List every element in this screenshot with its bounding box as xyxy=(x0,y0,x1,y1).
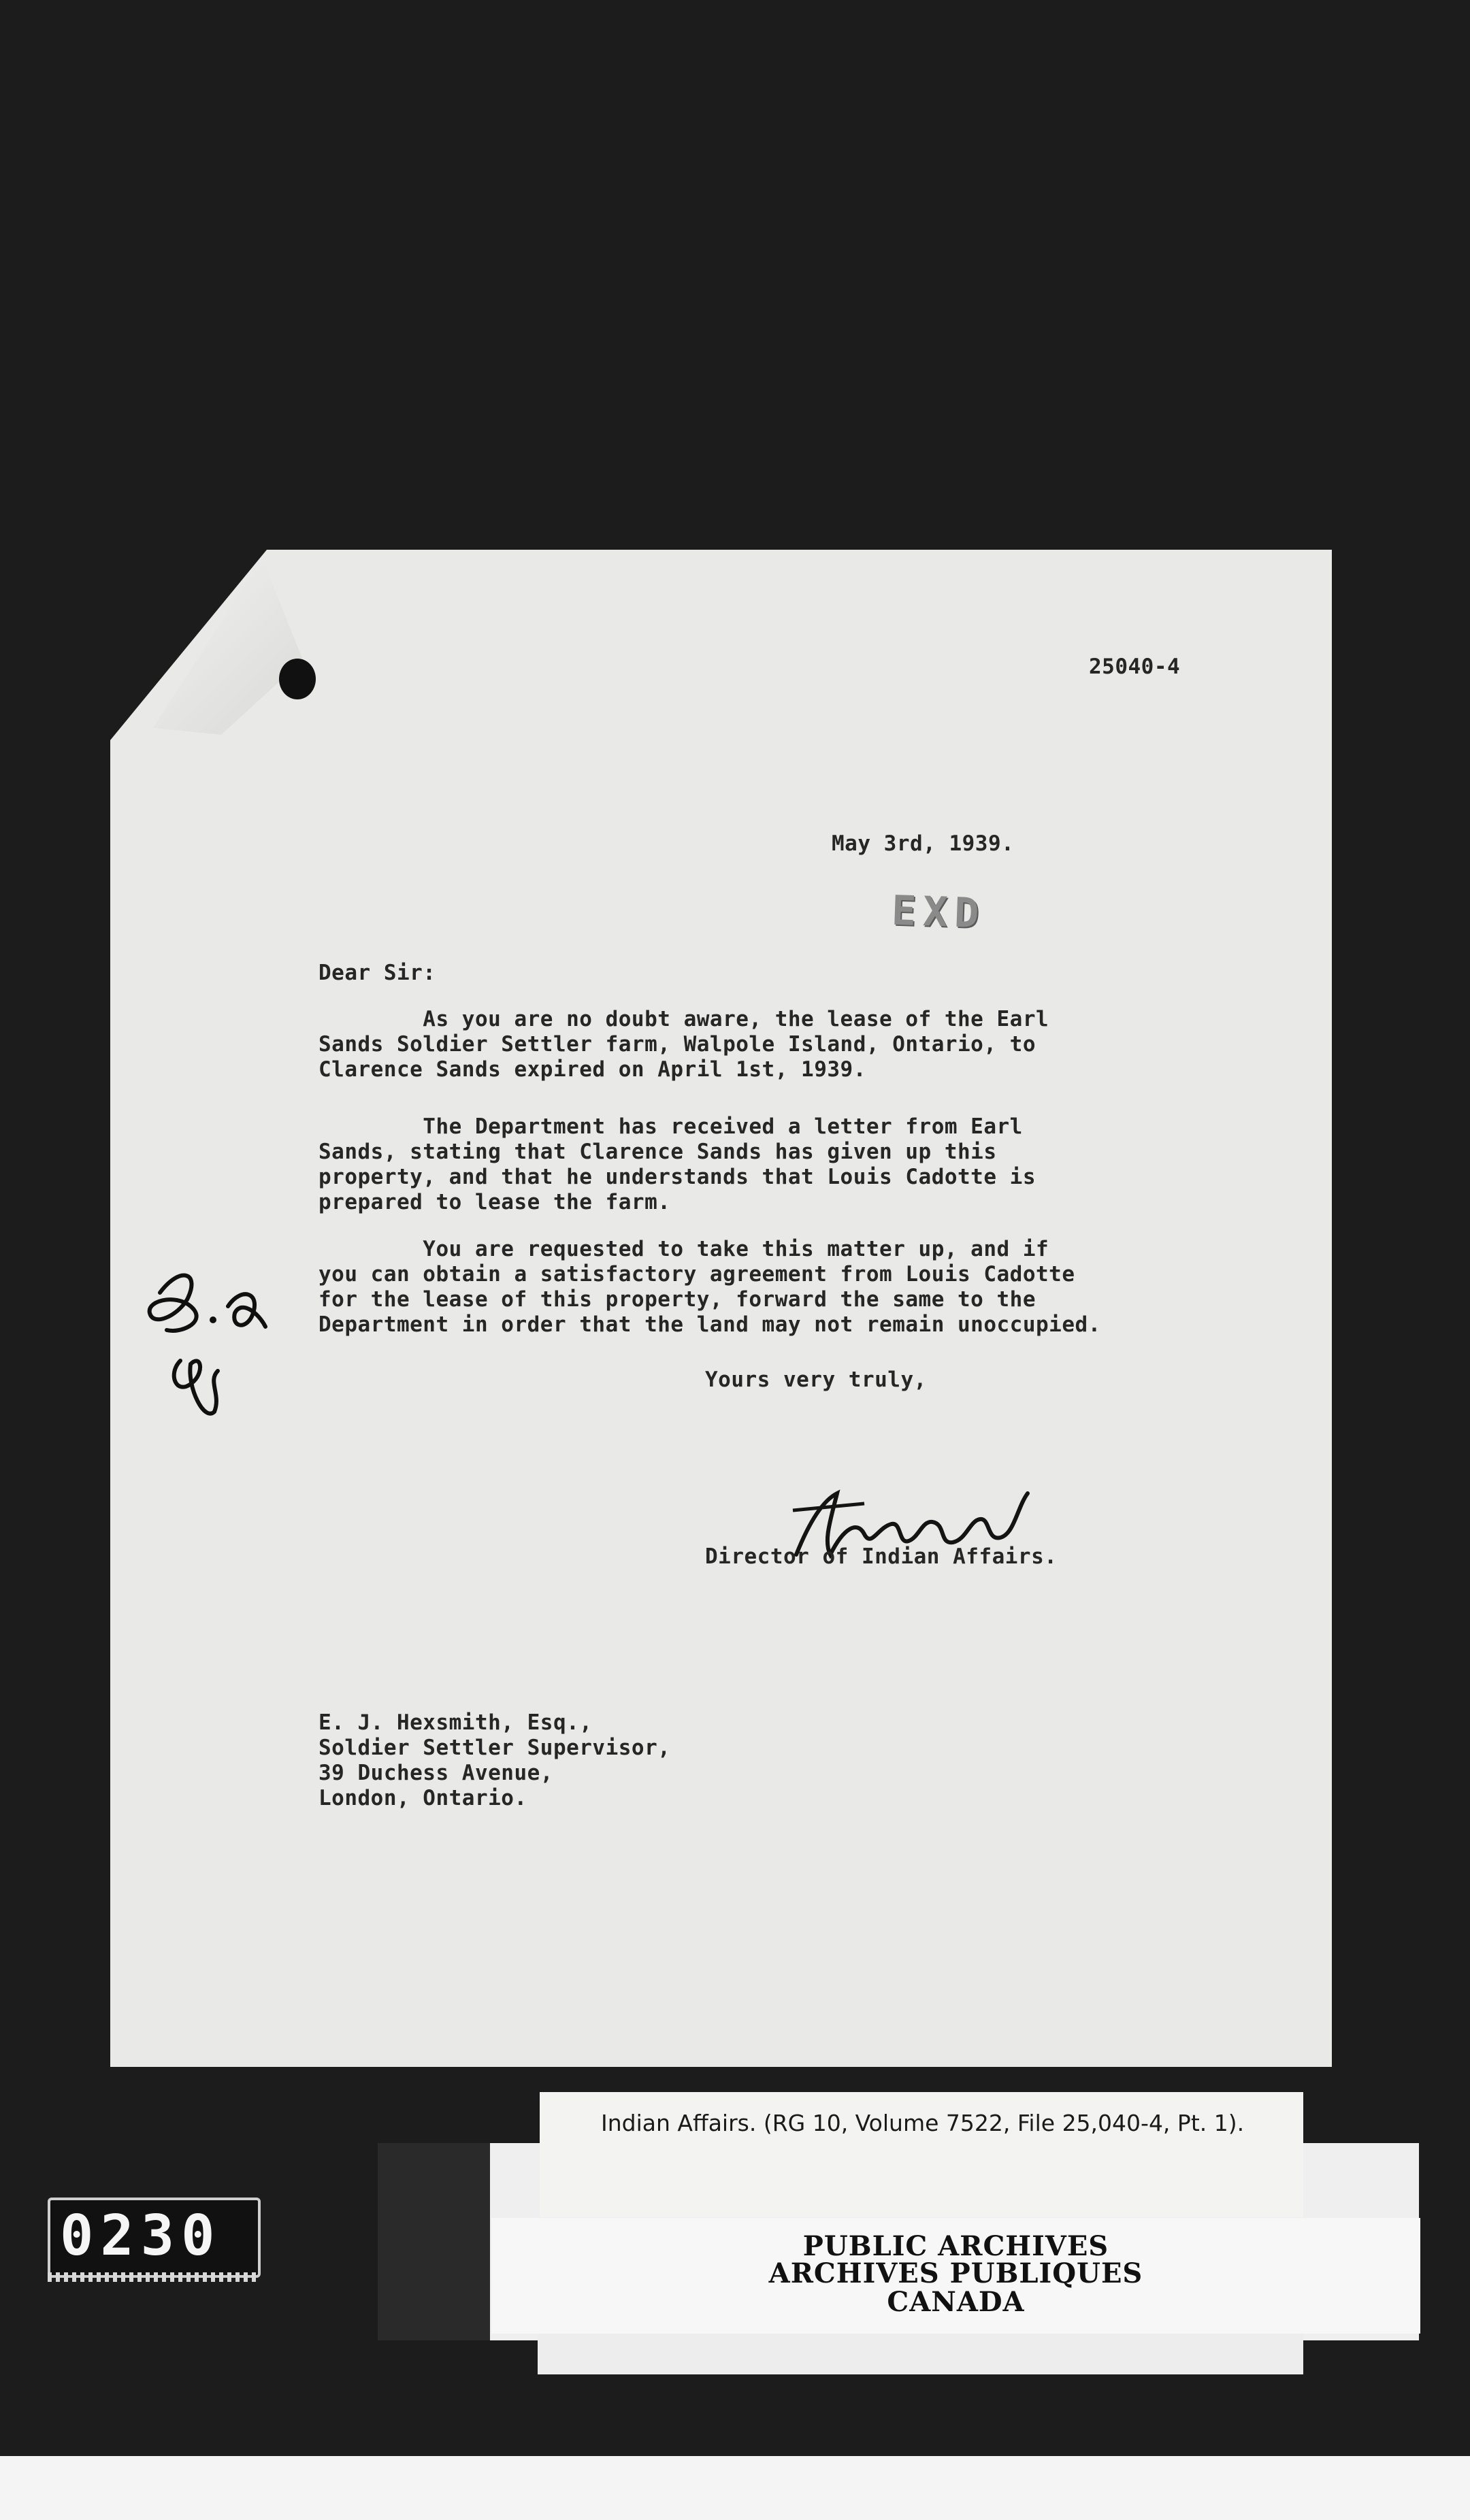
paragraph-2: The Department has received a letter from Earl Sands, stating that Clarence Sands has given up this property, and that he understands that Louis Cadotte is prepared to lease the farm. xyxy=(318,1114,1036,1214)
archive-line-en: PUBLIC ARCHIVES xyxy=(802,2230,1109,2262)
frame-number: 0230 xyxy=(60,2204,222,2268)
archive-label xyxy=(491,2218,1420,2334)
archive-line-country: CANADA xyxy=(887,2286,1025,2318)
paragraph-1: As you are no doubt aware, the lease of the Earl Sands Soldier Settler farm, Walpole Island, Ontario, to Clarence Sands expired on April 1st, 1939. xyxy=(318,1007,1049,1082)
counter-dots xyxy=(48,2272,260,2282)
archive-line-fr: ARCHIVES PUBLIQUES xyxy=(768,2257,1143,2289)
margin-initials xyxy=(140,1252,296,1436)
letter-date: May 3rd, 1939. xyxy=(832,831,1015,856)
closing: Yours very truly, xyxy=(705,1367,927,1392)
exd-stamp: EXD xyxy=(890,886,987,938)
film-edge-strip xyxy=(0,2456,1470,2520)
archive-lower-strip xyxy=(538,2334,1303,2374)
recipient-address: E. J. Hexsmith, Esq., Soldier Settler Supervisor, 39 Duchess Avenue, London, Ontario. xyxy=(318,1710,671,1810)
caption-card xyxy=(540,2092,1303,2217)
frame-counter xyxy=(48,2198,261,2278)
paragraph-3: You are requested to take this matter up, and if you can obtain a satisfactory agreement from Louis Cadotte for the lease of this property, forward the same to the Department in order that the land may not remain unoccupied. xyxy=(318,1237,1101,1337)
source-citation: Indian Affairs. (RG 10, Volume 7522, File 25,040-4, Pt. 1). xyxy=(601,2110,1245,2136)
salutation: Dear Sir: xyxy=(318,961,436,985)
signoff: Director of Indian Affairs. xyxy=(705,1544,1058,1569)
punch-hole xyxy=(279,659,316,699)
file-number: 25040-4 xyxy=(1089,654,1181,679)
